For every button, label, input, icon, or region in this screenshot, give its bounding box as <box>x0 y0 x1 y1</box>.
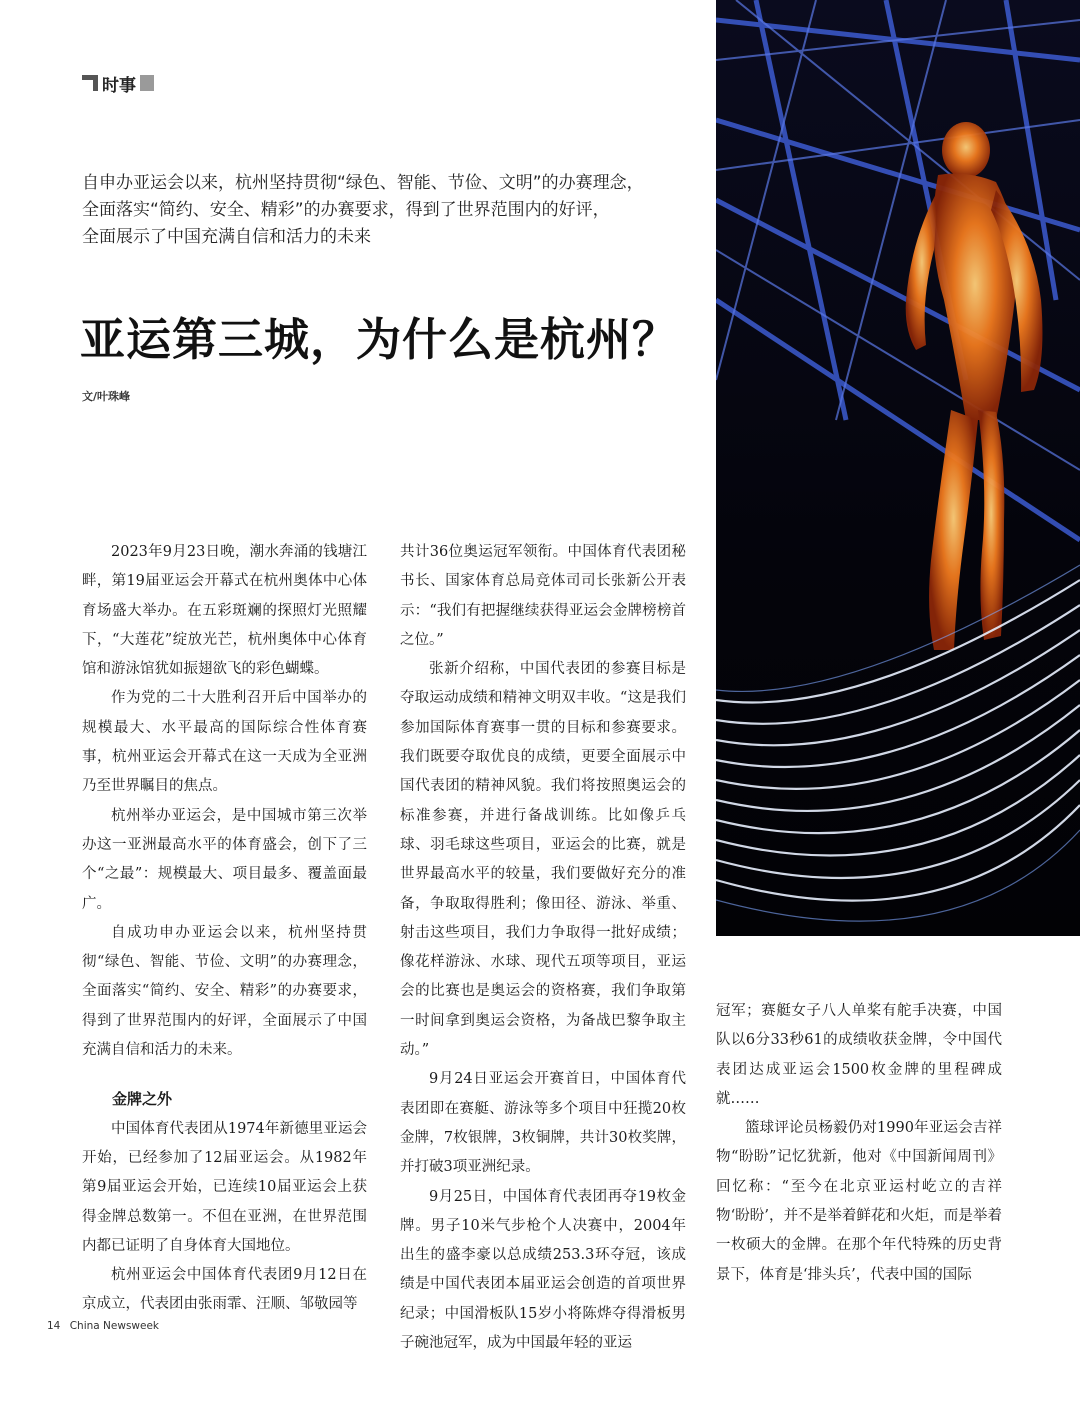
article-column-2 <box>400 538 686 1358</box>
byline: 文/叶珠峰 <box>82 390 131 403</box>
section-label: 时事 <box>102 75 136 96</box>
section-block-icon <box>140 75 154 91</box>
opening-ceremony-illustration <box>716 0 1080 936</box>
page-number: 14 <box>47 1320 61 1332</box>
body-paragraph: 自成功申办亚运会以来，杭州坚持贯彻“绿色、智能、节俭、文明”的办赛理念，全面落实“简约、安全、精彩”的办赛要求，得到了世界范围内的好评，全面展示了中国充满自信和活力的未来。 <box>82 924 367 1059</box>
lead-line: 全面展示了中国充满自信和活力的未来 <box>82 227 371 247</box>
body-paragraph: 冠军；赛艇女子八人单桨有舵手决赛，中国队以6分33秒61的成绩收获金牌，令中国代表团达成亚运会1500枚金牌的里程碑成就…… <box>716 1003 1002 1107</box>
body-paragraph: 作为党的二十大胜利召开后中国举办的规模最大、水平最高的国际综合性体育赛事，杭州亚运会开幕式在这一天成为全亚洲乃至世界瞩目的焦点。 <box>82 690 367 795</box>
body-paragraph: 篮球评论员杨毅仍对1990年亚运会吉祥物“盼盼”记忆犹新，他对《中国新闻周刊》回忆称：“至今在北京亚运村屹立的吉祥物‘盼盼’，并不是举着鲜花和火炬，而是举着一枚硕大的金牌。在那个年代特殊的历史背景下，体育是‘排头兵’，代表中国的国际 <box>716 1120 1002 1283</box>
lead-line: 自申办亚运会以来，杭州坚持贯彻“绿色、智能、节俭、文明”的办赛理念， <box>82 173 644 193</box>
body-paragraph: 9月24日亚运会开赛首日，中国体育代表团即在赛艇、游泳等多个项目中狂揽20枚金牌，7枚银牌，3枚铜牌，共计30枚奖牌，并打破3项亚洲纪录。 <box>400 1071 686 1176</box>
lead-paragraph <box>82 170 682 251</box>
hero-photo <box>716 0 1080 936</box>
article-column-1 <box>82 538 367 1320</box>
body-paragraph: 共计36位奥运冠军领衔。中国体育代表团秘书长、国家体育总局竞体司司长张新公开表示：“我们有把握继续获得亚运会金牌榜榜首之位。” <box>400 544 686 648</box>
section-tag <box>82 72 154 94</box>
article-column-3 <box>716 997 1002 1290</box>
headline: 亚运第三城，为什么是杭州？ <box>80 313 679 366</box>
page-footer <box>47 1320 165 1332</box>
body-paragraph: 张新介绍称，中国代表团的参赛目标是夺取运动成绩和精神文明双丰收。“这是我们参加国际体育赛事一贯的目标和参赛要求。我们既要夺取优良的成绩，更要全面展示中国代表团的精神风貌。我们将按照奥运会的标准参赛，并进行备战训练。比如像乒乓球、羽毛球这些项目，亚运会的比赛，就是世界最高水平的较量，我们要做好充分的准备，争取取得胜利；像田径、游泳、举重、射击这些项目，我们力争取得一批好成绩；像花样游泳、水球、现代五项等项目，亚运会的比赛也是奥运会的资格赛，我们争取第一时间拿到奥运会资格，为备战巴黎争取主动。” <box>400 661 686 1059</box>
body-paragraph: 中国体育代表团从1974年新德里亚运会开始，已经参加了12届亚运会。从1982年第9届亚运会开始，已连续10届亚运会上获得金牌总数第一。不但在亚洲，在世界范围内都已证明了自身体育大国地位。 <box>82 1120 367 1254</box>
body-paragraph: 杭州举办亚运会，是中国城市第三次举办这一亚洲最高水平的体育盛会，创下了三个“之最”：规模最大、项目最多、覆盖面最广。 <box>82 807 367 912</box>
body-paragraph: 杭州亚运会中国体育代表团9月12日在京成立，代表团由张雨霏、汪顺、邹敬园等 <box>82 1267 367 1313</box>
lead-line: 全面落实“简约、安全、精彩”的办赛要求，得到了世界范围内的好评， <box>82 200 610 220</box>
body-paragraph: 9月25日，中国体育代表团再夺19枚金牌。男子10米气步枪个人决赛中，2004年出生的盛李豪以总成绩253.3环夺冠，该成绩是中国代表团本届亚运会创造的首项世界纪录；中国滑板队15岁小将陈烨夺得滑板男子碗池冠军，成为中国最年轻的亚运 <box>400 1188 686 1352</box>
body-paragraph: 2023年9月23日晚，潮水奔涌的钱塘江畔，第19届亚运会开幕式在杭州奥体中心体育场盛大举办。在五彩斑斓的探照灯光照耀下，“大莲花”绽放光芒，杭州奥体中心体育馆和游泳馆犹如振翅欲飞的彩色蝴蝶。 <box>82 544 367 678</box>
magazine-name: China Newsweek <box>69 1320 160 1332</box>
section-corner-icon <box>82 75 98 91</box>
subheading: 金牌之外 <box>112 1090 173 1109</box>
